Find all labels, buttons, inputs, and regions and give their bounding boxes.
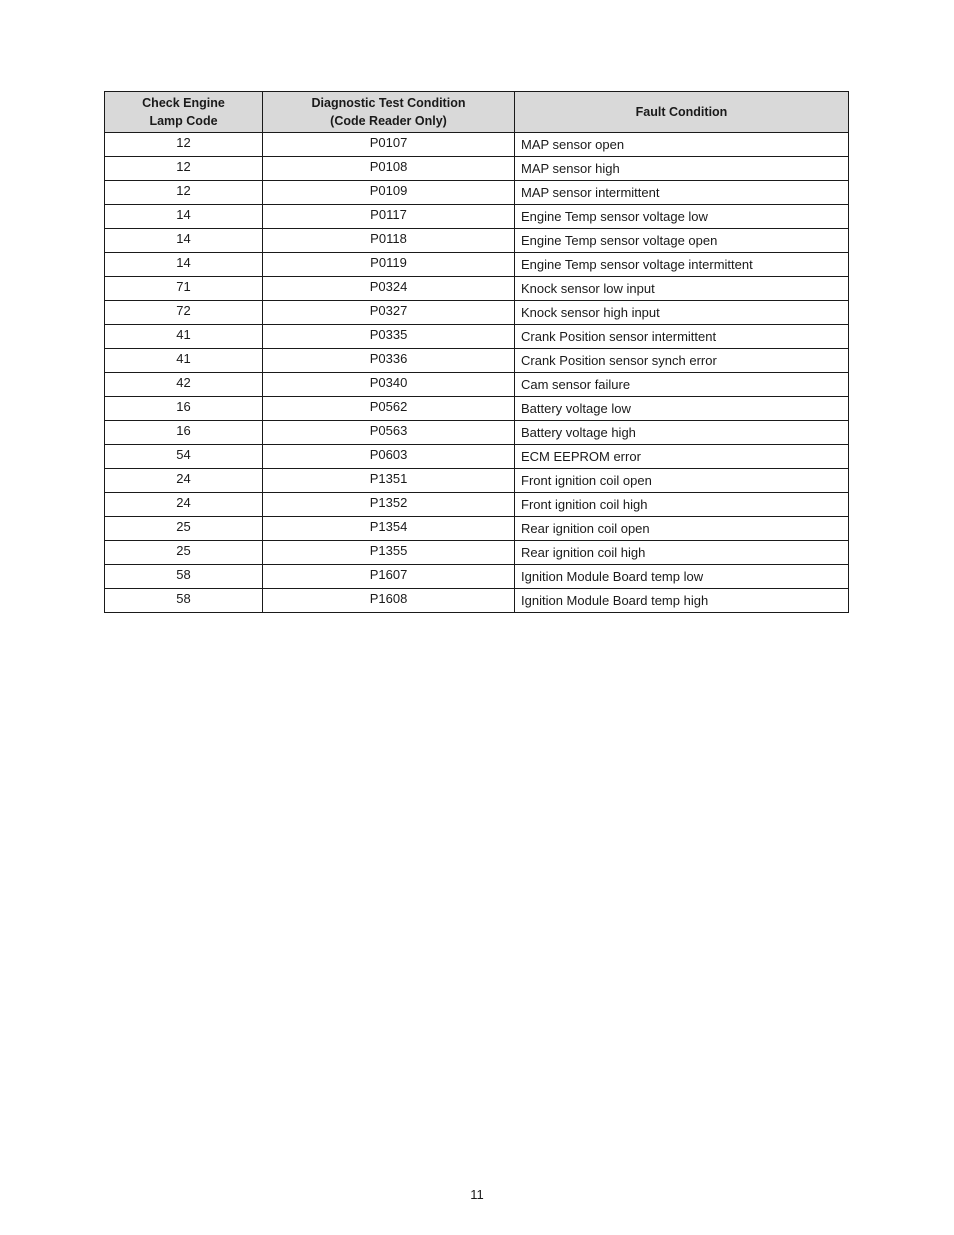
- dtc-code-cell: P0117: [263, 205, 515, 229]
- dtc-code-cell: P0336: [263, 349, 515, 373]
- lamp-code-cell: 14: [105, 205, 263, 229]
- table-row: [105, 181, 849, 205]
- dtc-code-cell: P1352: [263, 493, 515, 517]
- lamp-code-cell: 41: [105, 325, 263, 349]
- dtc-code-cell: P1608: [263, 589, 515, 613]
- dtc-code-cell: P0119: [263, 253, 515, 277]
- header-lamp-code: [105, 92, 263, 133]
- table-header-row: [105, 92, 849, 133]
- lamp-code-cell: 14: [105, 253, 263, 277]
- fault-condition-cell: Front ignition coil high: [515, 493, 849, 517]
- dtc-code-cell: P0118: [263, 229, 515, 253]
- lamp-code-cell: 41: [105, 349, 263, 373]
- table-row: [105, 493, 849, 517]
- dtc-code-cell: P0562: [263, 397, 515, 421]
- lamp-code-cell: 25: [105, 541, 263, 565]
- dtc-code-cell: P0108: [263, 157, 515, 181]
- table-row: [105, 397, 849, 421]
- dtc-code-cell: P0563: [263, 421, 515, 445]
- lamp-code-cell: 24: [105, 469, 263, 493]
- lamp-code-cell: 16: [105, 397, 263, 421]
- dtc-code-cell: P1354: [263, 517, 515, 541]
- table-row: [105, 229, 849, 253]
- dtc-code-cell: P0107: [263, 133, 515, 157]
- header-fault-condition: [515, 92, 849, 133]
- dtc-code-cell: P0324: [263, 277, 515, 301]
- lamp-code-cell: 12: [105, 157, 263, 181]
- dtc-code-cell: P0327: [263, 301, 515, 325]
- table-row: [105, 421, 849, 445]
- lamp-code-cell: 71: [105, 277, 263, 301]
- fault-condition-cell: Crank Position sensor intermittent: [515, 325, 849, 349]
- fault-condition-cell: Engine Temp sensor voltage open: [515, 229, 849, 253]
- fault-condition-cell: Battery voltage high: [515, 421, 849, 445]
- header-diagnostic-line1: Diagnostic Test Condition (Code Reader Only): [311, 96, 466, 128]
- lamp-code-cell: 24: [105, 493, 263, 517]
- header-fault-label: Fault Condition: [635, 105, 728, 119]
- table-row: [105, 349, 849, 373]
- fault-condition-cell: Engine Temp sensor voltage intermittent: [515, 253, 849, 277]
- table-row: [105, 589, 849, 613]
- table-row: [105, 133, 849, 157]
- page-number: 11: [470, 1187, 484, 1202]
- fault-condition-cell: Ignition Module Board temp high: [515, 589, 849, 613]
- lamp-code-cell: 58: [105, 589, 263, 613]
- dtc-code-cell: P1607: [263, 565, 515, 589]
- fault-condition-cell: Cam sensor failure: [515, 373, 849, 397]
- lamp-code-cell: 12: [105, 133, 263, 157]
- lamp-code-cell: 14: [105, 229, 263, 253]
- table-row: [105, 301, 849, 325]
- diagnostic-codes-table: [104, 91, 849, 613]
- lamp-code-cell: 12: [105, 181, 263, 205]
- table-row: [105, 157, 849, 181]
- dtc-code-cell: P1351: [263, 469, 515, 493]
- lamp-code-cell: 58: [105, 565, 263, 589]
- lamp-code-cell: 54: [105, 445, 263, 469]
- table-row: [105, 253, 849, 277]
- fault-condition-cell: Rear ignition coil open: [515, 517, 849, 541]
- fault-condition-cell: Crank Position sensor synch error: [515, 349, 849, 373]
- fault-condition-cell: Battery voltage low: [515, 397, 849, 421]
- table-row: [105, 205, 849, 229]
- dtc-code-cell: P0340: [263, 373, 515, 397]
- fault-condition-cell: Engine Temp sensor voltage low: [515, 205, 849, 229]
- fault-condition-cell: ECM EEPROM error: [515, 445, 849, 469]
- dtc-code-cell: P0335: [263, 325, 515, 349]
- table-row: [105, 373, 849, 397]
- header-lamp-code-line1: Check Engine Lamp Code: [142, 96, 225, 128]
- table-row: [105, 469, 849, 493]
- table-row: [105, 277, 849, 301]
- table-body: [105, 133, 849, 613]
- dtc-code-cell: P0603: [263, 445, 515, 469]
- lamp-code-cell: 72: [105, 301, 263, 325]
- fault-condition-cell: Rear ignition coil high: [515, 541, 849, 565]
- table-row: [105, 541, 849, 565]
- table-row: [105, 325, 849, 349]
- lamp-code-cell: 25: [105, 517, 263, 541]
- dtc-code-cell: P0109: [263, 181, 515, 205]
- fault-condition-cell: Knock sensor low input: [515, 277, 849, 301]
- table-row: [105, 445, 849, 469]
- lamp-code-cell: 16: [105, 421, 263, 445]
- header-diagnostic-test-condition: [263, 92, 515, 133]
- fault-condition-cell: MAP sensor intermittent: [515, 181, 849, 205]
- lamp-code-cell: 42: [105, 373, 263, 397]
- dtc-code-cell: P1355: [263, 541, 515, 565]
- fault-condition-cell: MAP sensor high: [515, 157, 849, 181]
- fault-condition-cell: Front ignition coil open: [515, 469, 849, 493]
- table-row: [105, 565, 849, 589]
- fault-condition-cell: Knock sensor high input: [515, 301, 849, 325]
- fault-condition-cell: MAP sensor open: [515, 133, 849, 157]
- fault-condition-cell: Ignition Module Board temp low: [515, 565, 849, 589]
- table-row: [105, 517, 849, 541]
